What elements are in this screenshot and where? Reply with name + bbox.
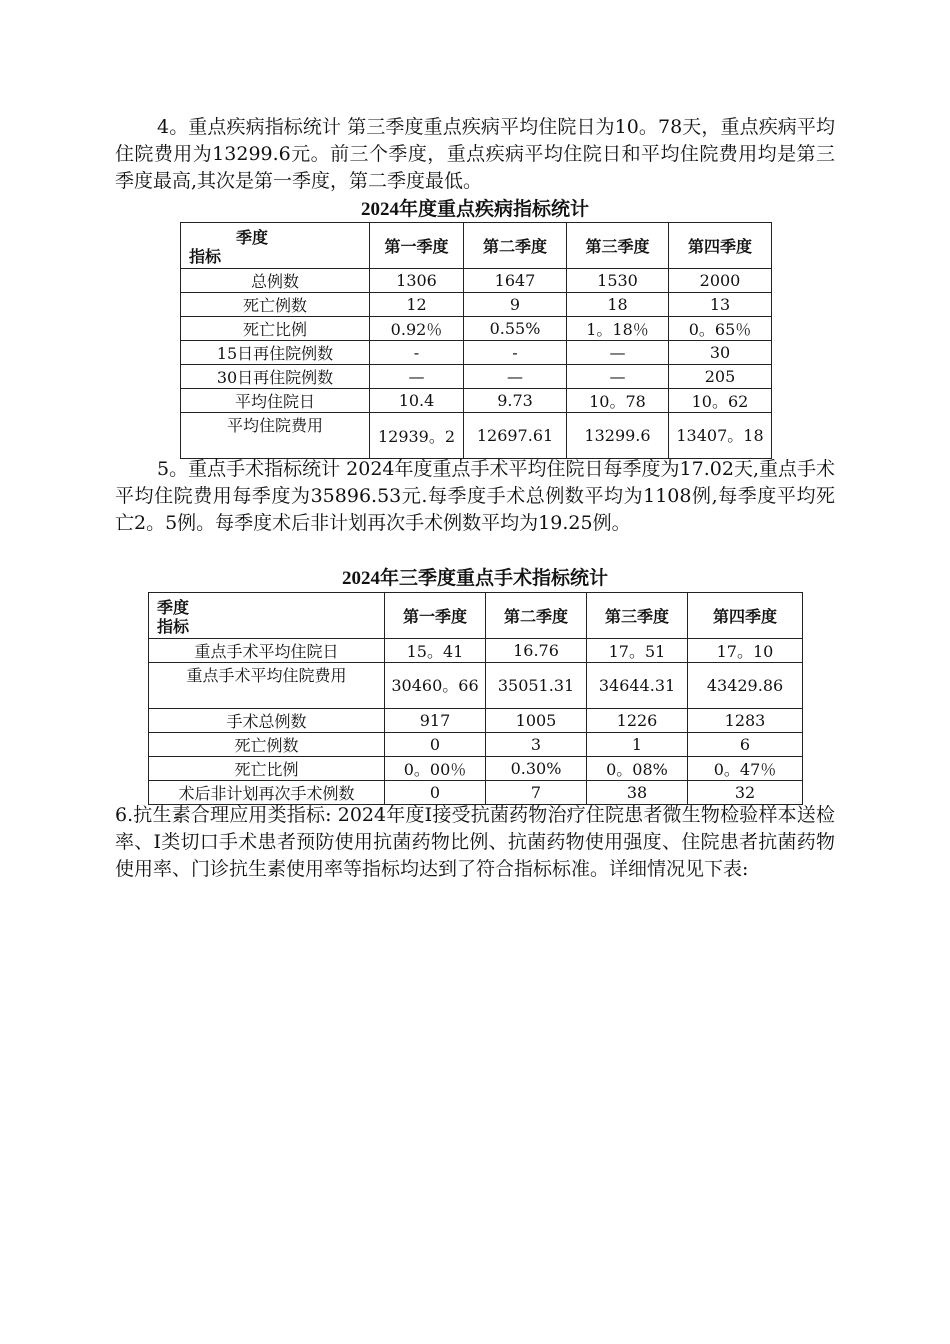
table-cell: 1283 <box>688 709 803 733</box>
column-header: 第二季度 <box>486 593 587 639</box>
table-cell: 1306 <box>370 269 464 293</box>
table-cell: 38 <box>587 781 688 805</box>
table-cell: — <box>567 365 669 389</box>
table-row <box>181 293 772 317</box>
table-row <box>181 365 772 389</box>
table-row <box>149 663 803 709</box>
row-label: 重点手术平均住院日 <box>149 639 385 663</box>
table-row <box>149 757 803 781</box>
table-cell: 30460。66 <box>385 663 486 709</box>
table-cell: 6 <box>688 733 803 757</box>
table-cell: 3 <box>486 733 587 757</box>
table-cell: - <box>370 341 464 365</box>
table-cell: 0 <box>385 733 486 757</box>
row-label: 30日再住院例数 <box>181 365 370 389</box>
row-label: 术后非计划再次手术例数 <box>149 781 385 805</box>
section-5-paragraph <box>115 456 835 537</box>
table-cell: 10。62 <box>669 389 772 413</box>
table-cell: 1。18％ <box>567 317 669 341</box>
table-cell: 2000 <box>669 269 772 293</box>
table-row <box>149 781 803 805</box>
table-header-row <box>181 223 772 269</box>
table-row <box>181 389 772 413</box>
table-cell: 0。08% <box>587 757 688 781</box>
table-cell: 18 <box>567 293 669 317</box>
row-label: 死亡比例 <box>181 317 370 341</box>
table-cell: 0.55% <box>464 317 567 341</box>
table-row <box>181 317 772 341</box>
table-cell: 7 <box>486 781 587 805</box>
table-cell: 1005 <box>486 709 587 733</box>
table-row <box>181 413 772 459</box>
table-cell: 0 <box>385 781 486 805</box>
table-2-title: 2024年三季度重点手术指标统计 <box>341 568 608 589</box>
section-6-paragraph <box>115 802 835 883</box>
table-cell: 43429.86 <box>688 663 803 709</box>
corner-indicator-label: 指标 <box>189 247 222 266</box>
corner-indicator-label: 指标 <box>157 617 190 636</box>
table-cell: 13 <box>669 293 772 317</box>
row-label: 重点手术平均住院费用 <box>149 663 385 709</box>
table-cell: 10.4 <box>370 389 464 413</box>
table-cell: 9 <box>464 293 567 317</box>
corner-quarter-label: 季度 <box>236 228 269 247</box>
table-corner-cell <box>149 593 385 639</box>
table-cell: 34644.31 <box>587 663 688 709</box>
row-label: 手术总例数 <box>149 709 385 733</box>
key-disease-table <box>180 222 772 459</box>
table-row <box>181 269 772 293</box>
row-label: 死亡比例 <box>149 757 385 781</box>
table-cell: — <box>567 341 669 365</box>
table-cell: 12697.61 <box>464 413 567 459</box>
table-cell: 17。51 <box>587 639 688 663</box>
row-label: 死亡例数 <box>181 293 370 317</box>
column-header: 第一季度 <box>370 223 464 269</box>
table-cell: 30 <box>669 341 772 365</box>
column-header: 第二季度 <box>464 223 567 269</box>
table-cell: 15。41 <box>385 639 486 663</box>
table-cell: 1226 <box>587 709 688 733</box>
table-cell: — <box>370 365 464 389</box>
table-row <box>149 709 803 733</box>
table-cell: 1530 <box>567 269 669 293</box>
column-header: 第四季度 <box>669 223 772 269</box>
table-cell: - <box>464 341 567 365</box>
table-cell: 12939。2 <box>370 413 464 459</box>
table-cell: 10。78 <box>567 389 669 413</box>
table-row <box>149 733 803 757</box>
section-5-text: 5。重点手术指标统计 2024年度重点手术平均住院日每季度为17.02天,重点手术平均住院费用每季度为35896.53元.每季度手术总例数平均为1108例,每季度平均死亡2。5例。每季度术后非计划再次手术例数平均为19.25例。 <box>115 458 835 534</box>
table-1-title: 2024年度重点疾病指标统计 <box>360 199 589 220</box>
table-cell: 917 <box>385 709 486 733</box>
table-cell: 9.73 <box>464 389 567 413</box>
column-header: 第一季度 <box>385 593 486 639</box>
row-label: 平均住院费用 <box>181 413 370 459</box>
column-header: 第三季度 <box>567 223 669 269</box>
table-cell: 13299.6 <box>567 413 669 459</box>
section-6-text: 6.抗生素合理应用类指标: 2024年度Ⅰ接受抗菌药物治疗住院患者微生物检验样本送检率、Ⅰ类切口手术患者预防使用抗菌药物比例、抗菌药物使用强度、住院患者抗菌药物使用率、门诊抗生素使用率等指标均达到了符合指标标准。详细情况见下表: <box>115 804 835 880</box>
row-label: 死亡例数 <box>149 733 385 757</box>
section-4-paragraph <box>115 114 835 195</box>
table-row <box>149 639 803 663</box>
table-cell: 0.30% <box>486 757 587 781</box>
row-label: 15日再住院例数 <box>181 341 370 365</box>
table-cell: 1647 <box>464 269 567 293</box>
table-cell: 13407。18 <box>669 413 772 459</box>
key-surgery-table <box>148 592 803 805</box>
row-label: 总例数 <box>181 269 370 293</box>
table-cell: 17。10 <box>688 639 803 663</box>
table-cell: 16.76 <box>486 639 587 663</box>
table-corner-cell <box>181 223 370 269</box>
corner-quarter-label: 季度 <box>157 598 190 617</box>
table-cell: 0.92％ <box>370 317 464 341</box>
table-cell: 12 <box>370 293 464 317</box>
row-label: 平均住院日 <box>181 389 370 413</box>
section-4-text: 4。重点疾病指标统计 第三季度重点疾病平均住院日为10。78天，重点疾病平均住院费用为13299.6元。前三个季度，重点疾病平均住院日和平均住院费用均是第三季度最高,其次是第一季度，第二季度最低。 <box>115 116 835 192</box>
table-cell: 35051.31 <box>486 663 587 709</box>
column-header: 第四季度 <box>688 593 803 639</box>
table-cell: 1 <box>587 733 688 757</box>
table-header-row <box>149 593 803 639</box>
column-header: 第三季度 <box>587 593 688 639</box>
table-cell: 205 <box>669 365 772 389</box>
table-row <box>181 341 772 365</box>
table-cell: — <box>464 365 567 389</box>
table-cell: 0。47％ <box>688 757 803 781</box>
table-cell: 32 <box>688 781 803 805</box>
table-cell: 0。00％ <box>385 757 486 781</box>
table-cell: 0。65％ <box>669 317 772 341</box>
